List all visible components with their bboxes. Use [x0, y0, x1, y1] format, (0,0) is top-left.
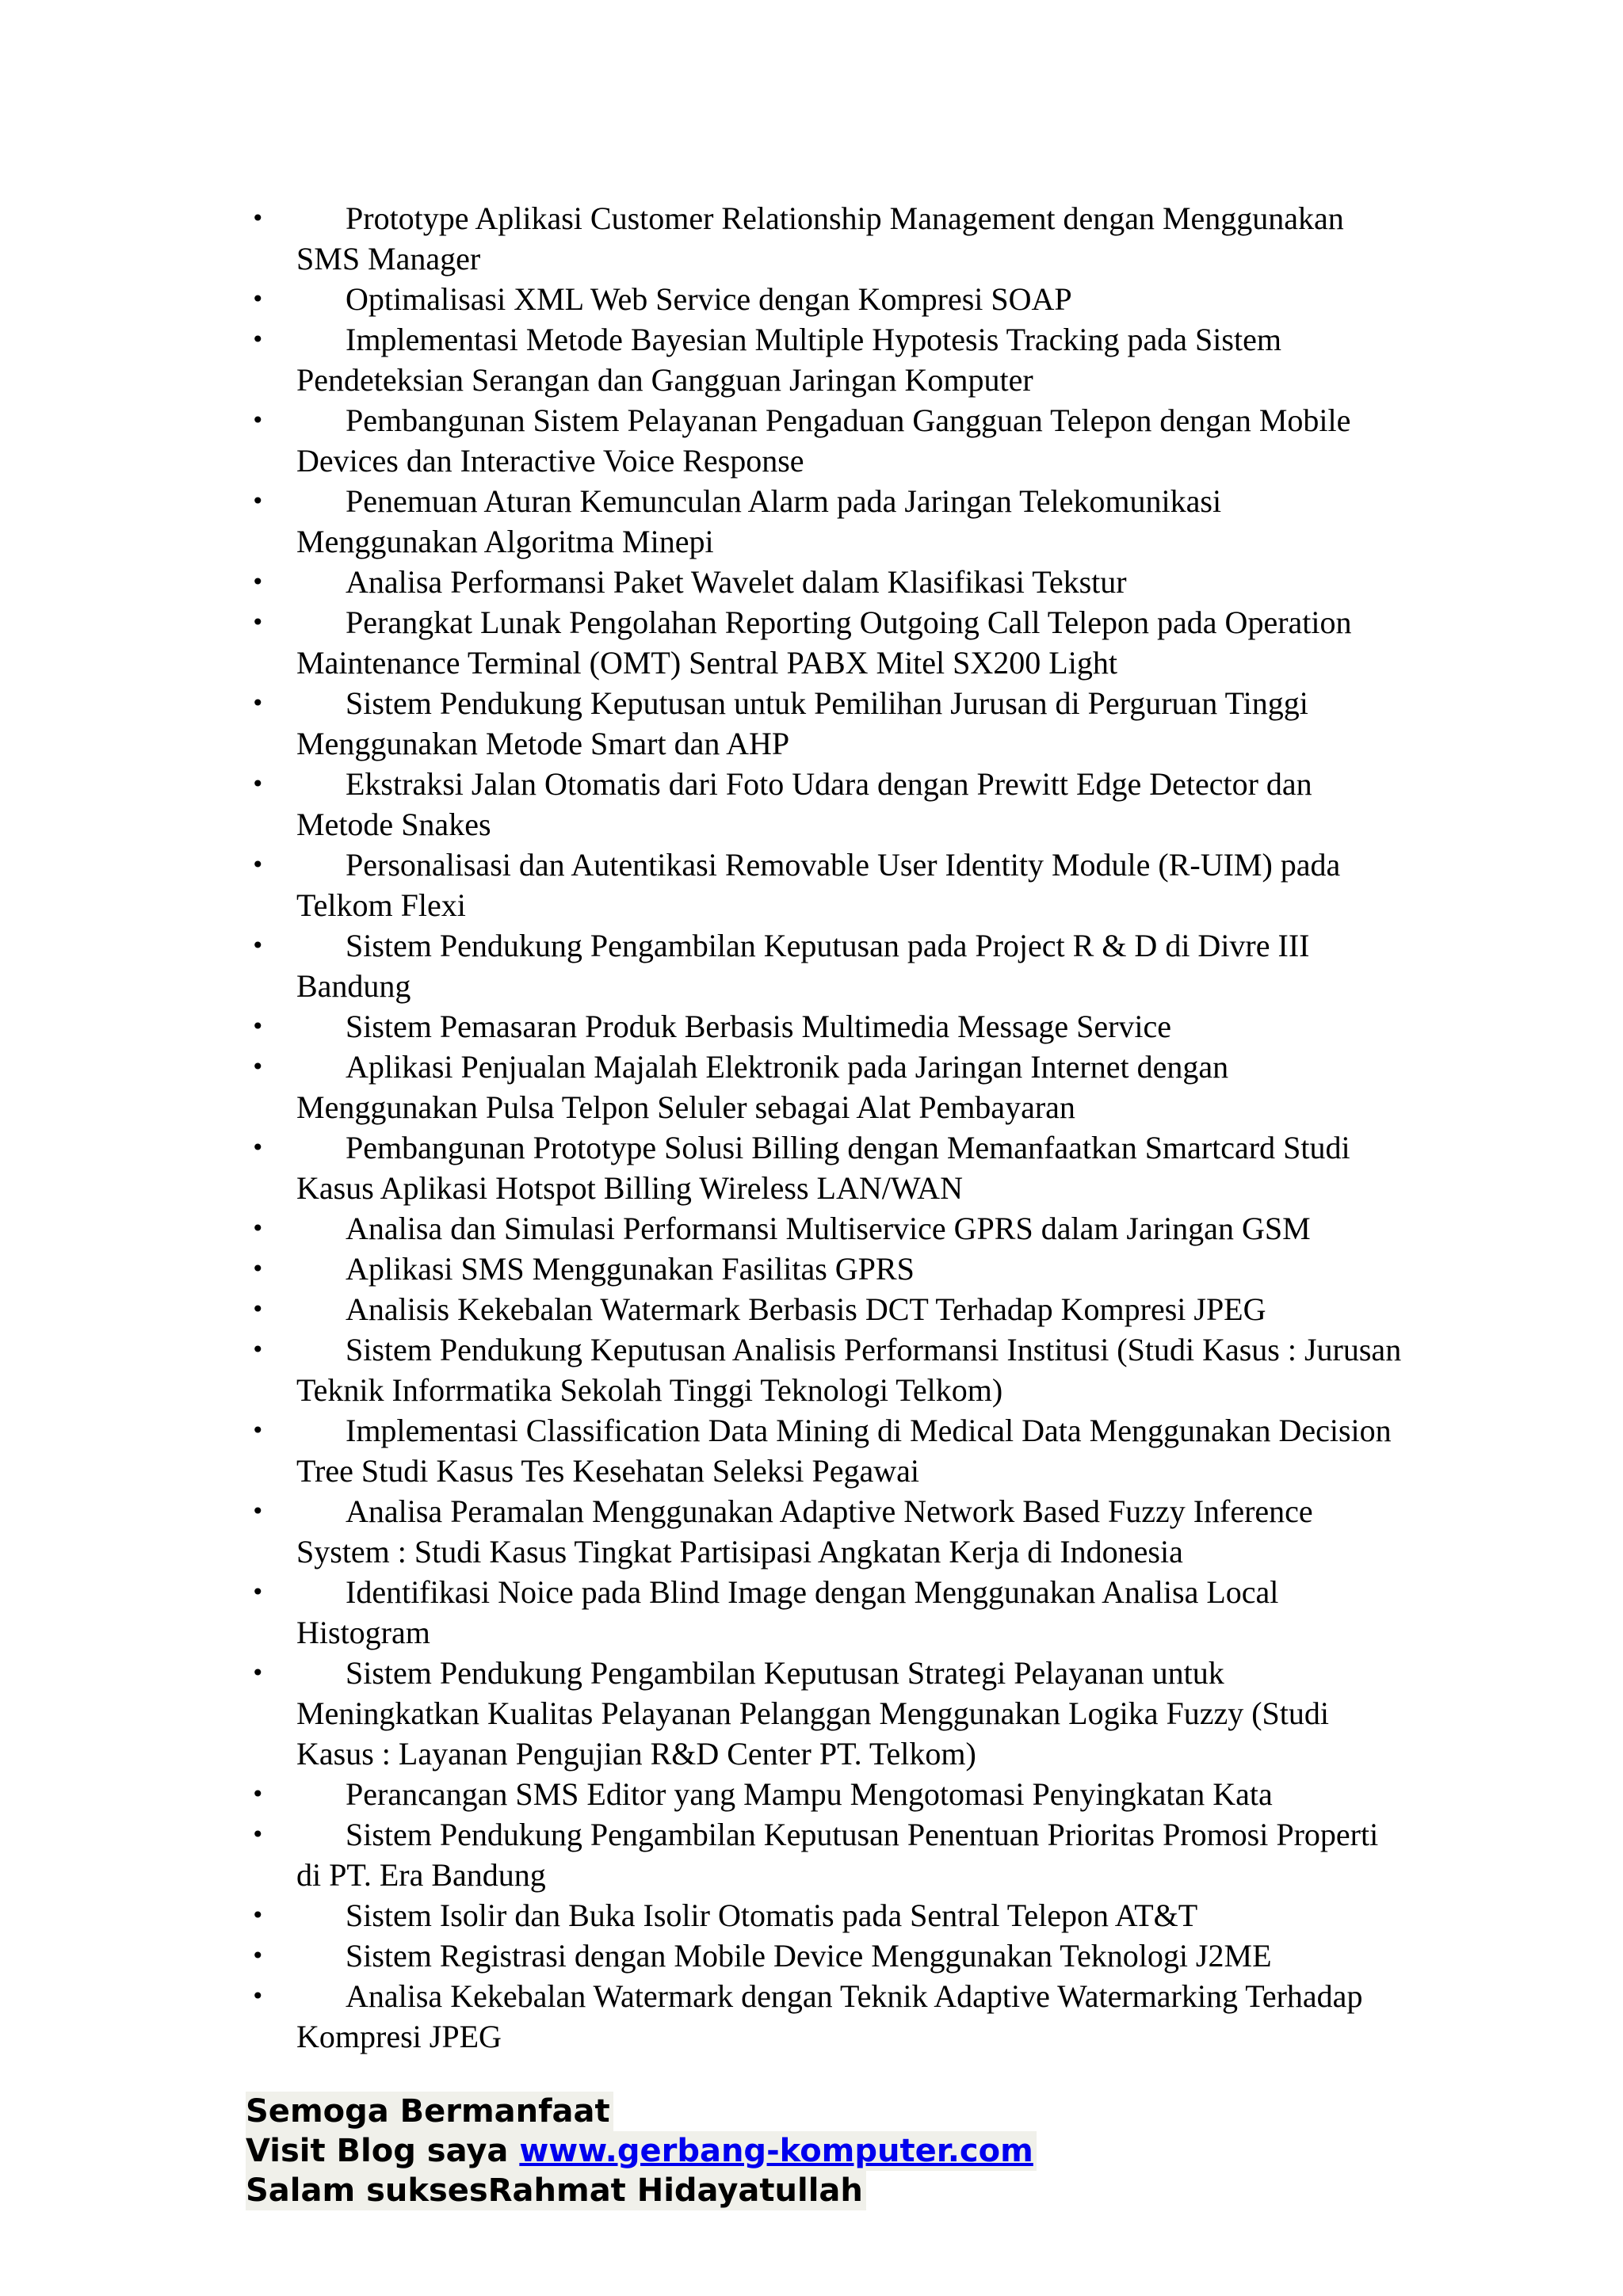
bullet-icon: •	[251, 205, 265, 231]
bullet-icon: •	[251, 1579, 265, 1605]
visit-blog-prefix: Visit Blog saya	[246, 2133, 520, 2169]
list-item	[251, 1249, 1406, 1289]
bullet-icon: •	[251, 1943, 265, 1969]
list-item	[251, 845, 1406, 925]
list-item-text: Perancangan SMS Editor yang Mampu Mengotomasi Penyingkatan Kata	[346, 1776, 1273, 1812]
list-item-text: Analisa Kekebalan Watermark dengan Teknik Adaptive Watermarking Terhadap Kompresi JPEG	[296, 1978, 1363, 2054]
bullet-icon: •	[251, 771, 265, 797]
list-item	[251, 1006, 1406, 1047]
list-item-text: Sistem Registrasi dengan Mobile Device Menggunakan Teknologi J2ME	[346, 1938, 1272, 1974]
bullet-icon: •	[251, 1821, 265, 1848]
blog-link[interactable]: www.gerbang-komputer.com	[519, 2133, 1033, 2169]
greeting-text: Semoga Bermanfaat	[246, 2092, 613, 2131]
list-item	[251, 562, 1406, 602]
thesis-title-list	[251, 198, 1406, 2057]
closing-footer	[246, 2092, 1037, 2210]
list-item	[251, 400, 1406, 481]
bullet-icon: •	[251, 1296, 265, 1322]
list-item	[251, 764, 1406, 845]
list-item-text: Aplikasi Penjualan Majalah Elektronik pada Jaringan Internet dengan Menggunakan Pulsa Telpon Seluler sebagai Alat Pembayaran	[296, 1049, 1229, 1125]
list-item	[251, 1289, 1406, 1329]
list-item-text: Sistem Pendukung Keputusan untuk Pemilihan Jurusan di Perguruan Tinggi Menggunakan Metode Smart dan AHP	[296, 685, 1308, 761]
list-item-text: Analisis Kekebalan Watermark Berbasis DCT Terhadap Kompresi JPEG	[346, 1291, 1266, 1327]
list-item-text: Ekstraksi Jalan Otomatis dari Foto Udara dengan Prewitt Edge Detector dan Metode Snakes	[296, 766, 1312, 842]
list-item-text: Identifikasi Noice pada Blind Image dengan Menggunakan Analisa Local Histogram	[296, 1574, 1279, 1650]
bullet-icon: •	[251, 1256, 265, 1282]
bullet-icon: •	[251, 690, 265, 716]
bullet-icon: •	[251, 407, 265, 433]
list-item-text: Sistem Isolir dan Buka Isolir Otomatis pada Sentral Telepon AT&T	[346, 1897, 1198, 1933]
list-item	[251, 279, 1406, 319]
list-item-text: Perangkat Lunak Pengolahan Reporting Outgoing Call Telepon pada Operation Maintenance Terminal (OMT) Sentral PABX Mitel SX200 Light	[296, 605, 1352, 681]
bullet-icon: •	[251, 1337, 265, 1363]
list-item	[251, 1976, 1406, 2057]
bullet-icon: •	[251, 1135, 265, 1161]
list-item	[251, 1774, 1406, 1814]
list-item	[251, 1936, 1406, 1976]
bullet-icon: •	[251, 609, 265, 635]
bullet-icon: •	[251, 933, 265, 959]
list-item	[251, 1047, 1406, 1127]
bullet-icon: •	[251, 1417, 265, 1444]
bullet-icon: •	[251, 1498, 265, 1524]
list-item	[251, 925, 1406, 1006]
list-item	[251, 1572, 1406, 1653]
list-item-text: Analisa Performansi Paket Wavelet dalam Klasifikasi Tekstur	[346, 564, 1127, 600]
bullet-icon: •	[251, 1781, 265, 1807]
list-item-text: Sistem Pendukung Pengambilan Keputusan Penentuan Prioritas Promosi Properti di PT. Era Bandung	[296, 1817, 1379, 1893]
closing-signature: Salam suksesRahmat Hidayatullah	[246, 2171, 866, 2210]
bullet-icon: •	[251, 1215, 265, 1241]
list-item	[251, 319, 1406, 400]
list-item-text: Sistem Pendukung Pengambilan Keputusan pada Project R & D di Divre III Bandung	[296, 928, 1310, 1004]
list-item-text: Sistem Pendukung Pengambilan Keputusan Strategi Pelayanan untuk Meningkatkan Kualitas Pelayanan Pelanggan Menggunakan Logika Fuzzy (Studi Kasus : Layanan Pengujian R&D Center PT. Telkom)	[296, 1655, 1330, 1772]
list-item	[251, 1653, 1406, 1774]
bullet-icon: •	[251, 1054, 265, 1080]
bullet-icon: •	[251, 1013, 265, 1039]
list-item	[251, 1895, 1406, 1936]
list-item-text: Implementasi Metode Bayesian Multiple Hypotesis Tracking pada Sistem Pendeteksian Serangan dan Gangguan Jaringan Komputer	[296, 322, 1281, 398]
bullet-icon: •	[251, 1902, 265, 1928]
bullet-icon: •	[251, 1660, 265, 1686]
list-item-text: Personalisasi dan Autentikasi Removable User Identity Module (R-UIM) pada Telkom Flexi	[296, 847, 1341, 923]
list-item-text: Sistem Pemasaran Produk Berbasis Multimedia Message Service	[346, 1009, 1172, 1044]
bullet-icon: •	[251, 286, 265, 312]
list-item	[251, 1410, 1406, 1491]
list-item-text: Optimalisasi XML Web Service dengan Kompresi SOAP	[346, 281, 1072, 317]
list-item-text: Analisa dan Simulasi Performansi Multiservice GPRS dalam Jaringan GSM	[346, 1211, 1311, 1246]
visit-blog-line	[246, 2131, 1037, 2171]
bullet-icon: •	[251, 488, 265, 514]
list-item-text: Pembangunan Sistem Pelayanan Pengaduan Gangguan Telepon dengan Mobile Devices dan Interactive Voice Response	[296, 402, 1351, 479]
list-item-text: Analisa Peramalan Menggunakan Adaptive Network Based Fuzzy Inference System : Studi Kasus Tingkat Partisipasi Angkatan Kerja di Indonesia	[296, 1493, 1313, 1569]
list-item-text: Sistem Pendukung Keputusan Analisis Performansi Institusi (Studi Kasus : Jurusan Teknik Inforrmatika Sekolah Tinggi Teknologi Telkom)	[296, 1332, 1402, 1408]
list-item	[251, 1127, 1406, 1208]
bullet-icon: •	[251, 326, 265, 353]
list-item-text: Prototype Aplikasi Customer Relationship Management dengan Menggunakan SMS Manager	[296, 200, 1344, 277]
bullet-icon: •	[251, 1983, 265, 2009]
list-item-text: Implementasi Classification Data Mining di Medical Data Menggunakan Decision Tree Studi Kasus Tes Kesehatan Seleksi Pegawai	[296, 1413, 1392, 1489]
list-item-text: Aplikasi SMS Menggunakan Fasilitas GPRS	[346, 1251, 915, 1287]
bullet-icon: •	[251, 569, 265, 595]
list-item-text: Pembangunan Prototype Solusi Billing dengan Memanfaatkan Smartcard Studi Kasus Aplikasi Hotspot Billing Wireless LAN/WAN	[296, 1130, 1350, 1206]
bullet-icon: •	[251, 852, 265, 878]
list-item	[251, 481, 1406, 562]
list-item-text: Penemuan Aturan Kemunculan Alarm pada Jaringan Telekomunikasi Menggunakan Algoritma Minepi	[296, 483, 1222, 559]
list-item	[251, 198, 1406, 279]
list-item	[251, 1491, 1406, 1572]
list-item	[251, 1814, 1406, 1895]
list-item	[251, 683, 1406, 764]
list-item	[251, 1208, 1406, 1249]
list-item	[251, 1329, 1406, 1410]
list-item	[251, 602, 1406, 683]
